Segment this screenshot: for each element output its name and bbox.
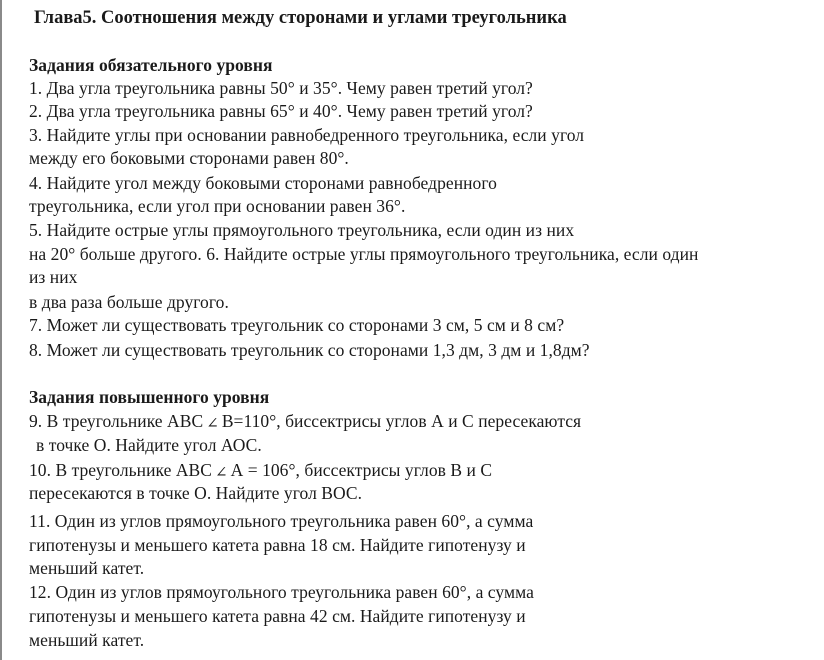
task-line-9	[29, 410, 581, 434]
task-9-text-end: В=110°, биссектрисы углов А и С пересекаются	[221, 411, 582, 431]
section-heading-basic: Задания обязательного уровня	[29, 55, 273, 75]
angle-icon: ∠	[206, 416, 219, 432]
task-10-text-end: А = 106°, биссектрисы углов В и С	[230, 460, 493, 480]
task-line: в два раза больше другого.	[29, 292, 229, 312]
task-line: меньший катет.	[29, 558, 145, 578]
section-heading-advanced: Задания повышенного уровня	[29, 387, 270, 407]
task-line: гипотенузы и меньшего катета равна 42 см. Найдите гипотенузу и	[29, 606, 526, 626]
task-line-10	[29, 459, 492, 483]
task-line: 11. Один из углов прямоугольного треугольника равен 60°, а сумма	[29, 511, 534, 531]
task-9-text-start: 9. В треугольнике АВС	[29, 411, 204, 431]
task-line: треугольника, если угол при основании равен 36°.	[29, 196, 406, 216]
task-line: из них	[29, 267, 78, 287]
task-line: 5. Найдите острые углы прямоугольного треугольника, если один из них	[29, 220, 575, 240]
task-line: 8. Может ли существовать треугольник со сторонами 1,3 дм, 3 дм и 1,8дм?	[29, 340, 590, 360]
task-line: на 20° больше другого. 6. Найдите острые углы прямоугольного треугольника, если один	[29, 244, 699, 264]
task-line: 4. Найдите угол между боковыми сторонами равнобедренного	[29, 173, 497, 193]
task-10-text-start: 10. В треугольнике АВС	[29, 460, 212, 480]
task-line: 12. Один из углов прямоугольного треугольника равен 60°, а сумма	[29, 582, 534, 602]
task-line: гипотенузы и меньшего катета равна 18 см. Найдите гипотенузу и	[29, 535, 526, 555]
angle-icon: ∠	[215, 465, 228, 481]
task-line: между его боковыми сторонами равен 80°.	[29, 148, 349, 168]
task-line: 3. Найдите углы при основании равнобедренного треугольника, если угол	[29, 125, 585, 145]
task-line: меньший катет.	[29, 630, 145, 650]
task-line: 1. Два угла треугольника равны 50° и 35°. Чему равен третий угол?	[29, 78, 533, 98]
task-line: в точке О. Найдите угол АОС.	[36, 435, 262, 455]
task-line: 2. Два угла треугольника равны 65° и 40°. Чему равен третий угол?	[29, 101, 533, 121]
task-line: 7. Может ли существовать треугольник со сторонами 3 см, 5 см и 8 см?	[29, 315, 565, 335]
task-line: пересекаются в точке О. Найдите угол ВОС.	[29, 483, 363, 503]
chapter-title: Глава5. Соотношения между сторонами и углами треугольника	[34, 8, 567, 28]
